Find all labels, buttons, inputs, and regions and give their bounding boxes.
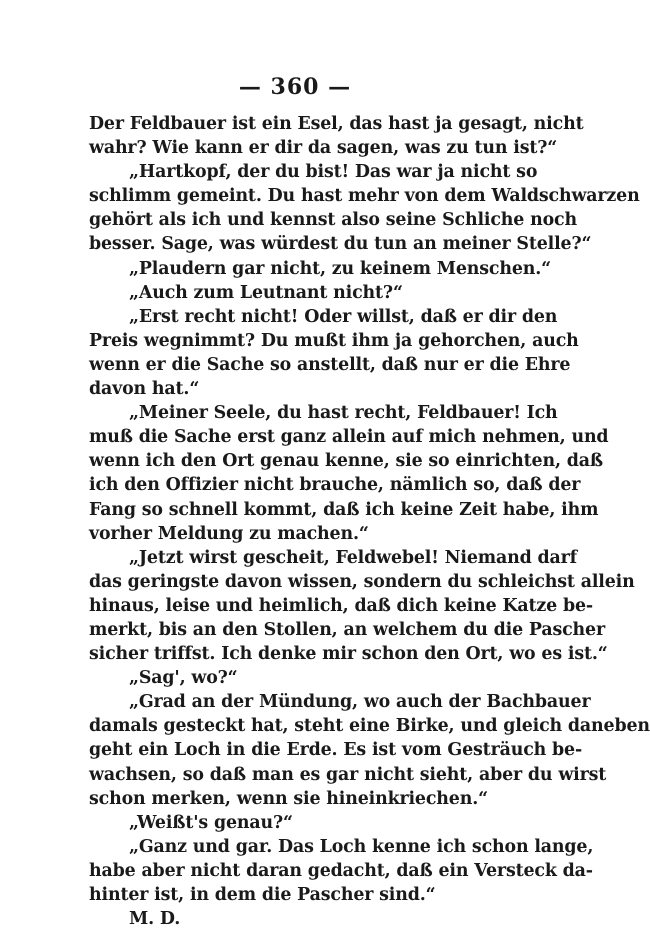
text-line: sicher triffst. Ich denke mir schon den Ort, wo es ist.“ <box>89 644 608 665</box>
text-line: „Grad an der Mündung, wo auch der Bachbauer <box>129 692 591 713</box>
text-line: „Meiner Seele, du hast recht, Feldbauer! Ich <box>129 403 558 424</box>
text-line: „Hartkopf, der du bist! Das war ja nicht so <box>129 162 538 183</box>
text-line: wachsen, so daß man es gar nicht sieht, aber du wirst <box>89 764 607 785</box>
body-text <box>89 112 650 931</box>
text-line: wahr? Wie kann er dir da sagen, was zu tun ist?“ <box>89 138 558 159</box>
text-line: merkt, bis an den Stollen, an welchem du die Pascher <box>89 619 605 640</box>
text-line: hinaus, leise und heimlich, daß dich keine Katze be- <box>89 595 593 616</box>
text-line: Fang so schnell kommt, daß ich keine Zeit habe, ihm <box>89 499 599 520</box>
text-line: schlimm gemeint. Du hast mehr von dem Waldschwarzen <box>89 186 640 207</box>
text-line: „Sag', wo?“ <box>129 668 238 689</box>
text-line: davon hat.“ <box>89 379 200 400</box>
text-line: „Erst recht nicht! Oder willst, daß er dir den <box>129 306 558 327</box>
text-line: damals gesteckt hat, steht eine Birke, und gleich daneben <box>89 716 650 737</box>
text-line: habe aber nicht daran gedacht, daß ein Versteck da- <box>89 860 593 881</box>
text-line: wenn er die Sache so anstellt, daß nur er die Ehre <box>89 354 571 375</box>
text-line: „Jetzt wirst gescheit, Feldwebel! Niemand darf <box>129 547 578 568</box>
text-line: M. D. <box>129 909 181 930</box>
text-line: „Auch zum Leutnant nicht?“ <box>129 282 403 303</box>
text-line: ich den Offizier nicht brauche, nämlich so, daß der <box>89 475 581 496</box>
page-number: — 360 — <box>238 74 352 100</box>
text-line: geht ein Loch in die Erde. Es ist vom Gesträuch be- <box>89 740 583 761</box>
text-line: gehört als ich und kennst also seine Schliche noch <box>89 210 577 231</box>
text-line: „Ganz und gar. Das Loch kenne ich schon lange, <box>129 836 594 857</box>
text-line: vorher Meldung zu machen.“ <box>89 523 369 544</box>
text-line: Der Feldbauer ist ein Esel, das hast ja gesagt, nicht <box>89 114 584 134</box>
text-line: besser. Sage, was würdest du tun an meiner Stelle?“ <box>89 234 592 255</box>
text-line: hinter ist, in dem die Pascher sind.“ <box>89 885 436 905</box>
text-line: das geringste davon wissen, sondern du schleichst allein <box>89 571 635 592</box>
text-line: Preis wegnimmt? Du mußt ihm ja gehorchen, auch <box>89 330 579 351</box>
text-line: „Plaudern gar nicht, zu keinem Menschen.“ <box>129 258 552 279</box>
text-line: schon merken, wenn sie hineinkriechen.“ <box>89 788 488 809</box>
text-line: wenn ich den Ort genau kenne, sie so einrichten, daß <box>89 451 603 472</box>
text-line: „Weißt's genau?“ <box>129 812 293 833</box>
text-line: muß die Sache erst ganz allein auf mich nehmen, und <box>89 427 609 448</box>
